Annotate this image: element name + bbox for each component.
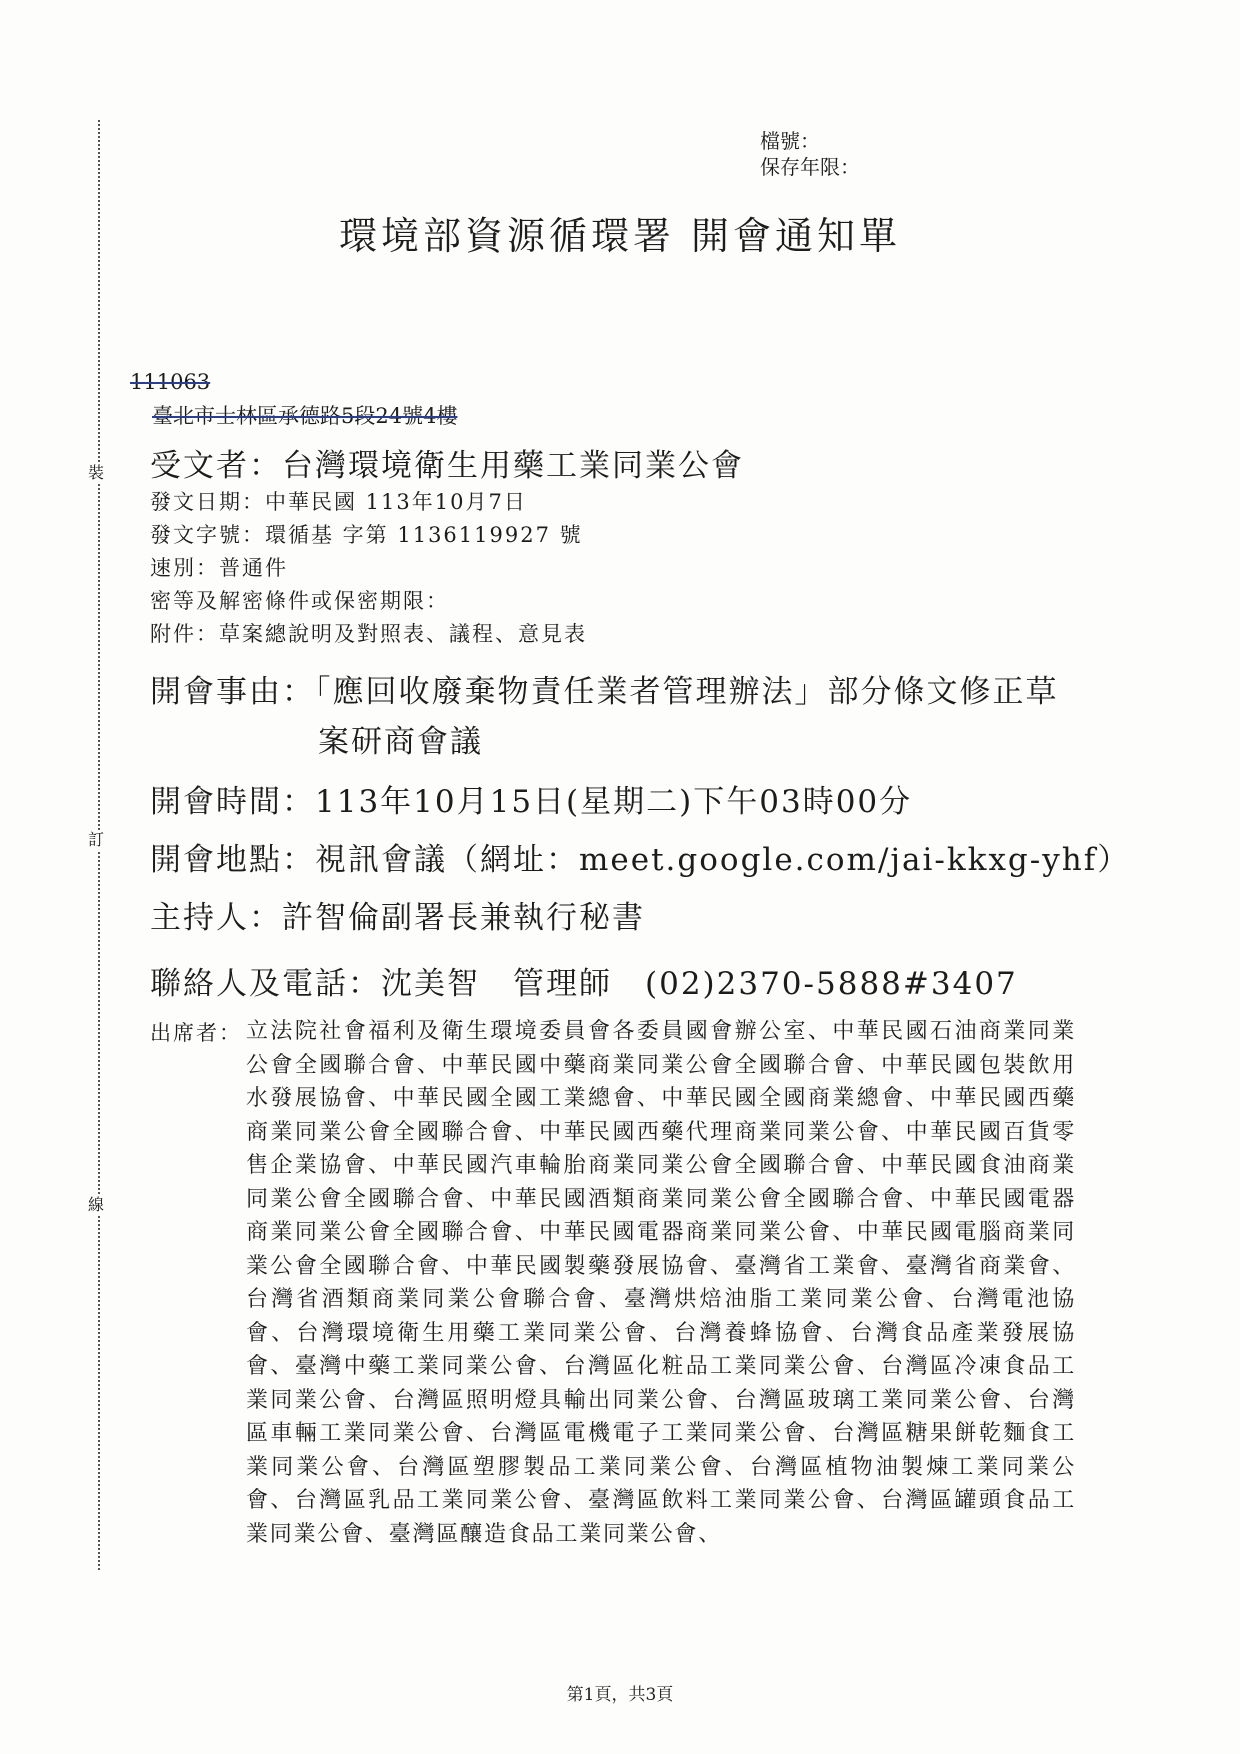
meeting-reason: 開會事由：「應回收廢棄物責任業者管理辦法」部分條文修正草 xyxy=(150,674,1059,710)
secrecy-level: 密等及解密條件或保密期限： xyxy=(150,589,449,613)
meeting-host: 主持人：許智倫副署長兼執行秘書 xyxy=(150,900,645,936)
document-title: 環境部資源循環署 開會通知單 xyxy=(338,214,902,258)
binding-mark-xian: 線 xyxy=(88,1195,105,1214)
file-no-label: 檔號： xyxy=(760,129,820,153)
attendees-list: 立法院社會福利及衛生環境委員會各委員國會辦公室、中華民國石油商業同業公會全國聯合會、中華民國中藥商業同業公會全國聯合會、中華民國包裝飲用水發展協會、中華民國全國工業總會、中華民國全國商業總會、中華民國西藥商業同業公會全國聯合會、中華民國西藥代理商業同業公會、中華民國百貨零售企業協會、中華民國汽車輪胎商業同業公會全國聯合會、中華民國食油商業同業公會全國聯合會、中華民國酒類商業同業公會全國聯合會、中華民國電器商業同業公會全國聯合會、中華民國電器商業同業公會、中華民國電腦商業同業公會全國聯合會、中華民國製藥發展協會、臺灣省工業會、臺灣省商業會、台灣省酒類商業同業公會聯合會、臺灣烘焙油脂工業同業公會、台灣電池協會、台灣環境衛生用藥工業同業公會、台灣養蜂協會、台灣食品產業發展協會、臺灣中藥工業同業公會、台灣區化粧品工業同業公會、台灣區冷凍食品工業同業公會、台灣區照明燈具輸出同業公會、台灣區玻璃工業同業公會、台灣區車輛工業同業公會、台灣區電機電子工業同業公會、台灣區糖果餅乾麵食工業同業公會、台灣區塑膠製品工業同業公會、台灣區植物油製煉工業同業公會、台灣區乳品工業同業公會、臺灣區飲料工業同業公會、台灣區罐頭食品工業同業公會、臺灣區釀造食品工業同業公會、 xyxy=(246,1019,1076,1547)
delivery-speed: 速別：普通件 xyxy=(150,556,288,580)
retention-label: 保存年限： xyxy=(760,155,860,179)
page-number: 第1頁，共3頁 xyxy=(566,1685,674,1705)
meeting-place: 開會地點：視訊會議（網址：meet.google.com/jai-kkxg-yhf） xyxy=(150,842,1131,878)
issue-date: 發文日期：中華民國 113年10月7日 xyxy=(150,490,527,514)
document-number: 發文字號：環循基 字第 1136119927 號 xyxy=(150,523,583,547)
meeting-reason-continued: 案研商會議 xyxy=(318,724,483,760)
contact-person: 聯絡人及電話：沈美智 管理師 (02)2370-5888#3407 xyxy=(150,966,1018,1002)
zip-code: 111063 xyxy=(130,370,211,394)
attendees-label: 出席者： xyxy=(150,1021,242,1045)
binding-mark-zhuang: 裝 xyxy=(88,463,105,482)
attachments: 附件：草案總說明及對照表、議程、意見表 xyxy=(150,622,587,646)
binding-mark-ding: 訂 xyxy=(88,830,105,849)
recipient: 受文者：台灣環境衛生用藥工業同業公會 xyxy=(150,448,744,484)
address-street: 臺北市士林區承德路5段24號4樓 xyxy=(152,404,458,428)
meeting-time: 開會時間：113年10月15日(星期二)下午03時00分 xyxy=(150,784,913,820)
